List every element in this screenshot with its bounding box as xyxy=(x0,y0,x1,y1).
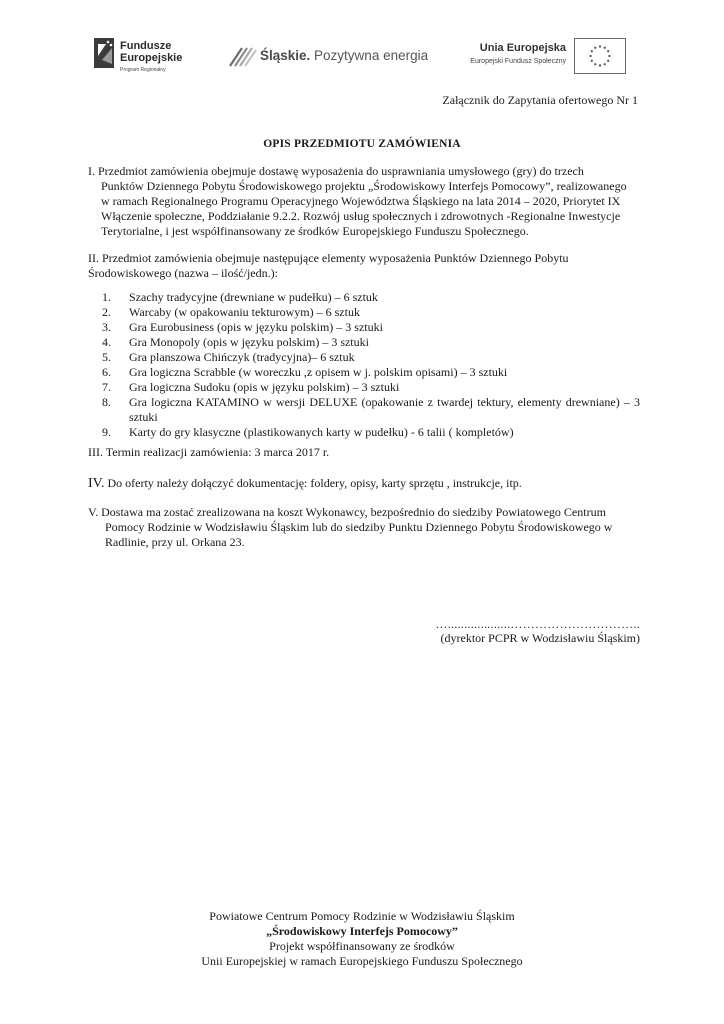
footer-line2: „Środowiskowy Interfejs Pomocowy” xyxy=(266,924,458,938)
list-item-number: 1. xyxy=(102,290,111,304)
fe-line1: Fundusze xyxy=(120,40,172,52)
list-item xyxy=(102,320,640,335)
fundusze-europejskie-logo xyxy=(94,34,214,86)
list-item xyxy=(102,290,640,305)
list-item-text: Gra planszowa Chińczyk (tradycyjna)– 6 sztuk xyxy=(129,350,355,364)
section-5-line3: Radlinie, przy ul. Orkana 23. xyxy=(105,535,245,549)
section-4-number: IV. xyxy=(88,476,105,491)
section-2 xyxy=(88,251,640,281)
list-item-number: 5. xyxy=(102,350,111,364)
fundusze-europejskie-mark-icon xyxy=(94,34,116,72)
attachment-note: Załącznik do Zapytania ofertowego Nr 1 xyxy=(442,93,638,107)
footer-line4: Unii Europejskiej w ramach Europejskiego Funduszu Społecznego xyxy=(201,954,523,968)
footer xyxy=(0,909,724,969)
slaskie-slogan: Pozytywna energia xyxy=(310,48,429,63)
section-4 xyxy=(88,476,640,491)
list-item-text: Gra Monopoly (opis w języku polskim) – 3 sztuki xyxy=(129,335,369,349)
document-title: OPIS PRZEDMIOTU ZAMÓWIENIA xyxy=(263,138,461,150)
section-4-text: Do oferty należy dołączyć dokumentację: foldery, opisy, karty sprzętu , instrukcje, itp. xyxy=(104,476,522,490)
list-item-text: Gra Eurobusiness (opis w języku polskim) – 3 sztuki xyxy=(129,320,383,334)
signature-caption: (dyrektor PCPR w Wodzisławiu Śląskim) xyxy=(440,631,640,645)
unia-europejska-logo xyxy=(456,38,626,78)
list-item-number: 9. xyxy=(102,425,111,439)
list-item-text: Karty do gry klasyczne (plastikowanych karty w pudełku) - 6 talii ( kompletów) xyxy=(129,425,514,439)
signature-line: …...................………………………….. xyxy=(435,617,640,631)
section-2-line2: Środowiskowego (nazwa – ilość/jedn.): xyxy=(88,266,278,280)
list-item-text: Warcaby (w opakowaniu tekturowym) – 6 sztuk xyxy=(129,305,360,319)
section-5-line1: V. Dostawa ma zostać zrealizowana na koszt Wykonawcy, bezpośrednio do siedziby Powiatowego Centrum xyxy=(88,505,606,519)
section-1 xyxy=(88,164,640,239)
list-item xyxy=(102,395,640,425)
list-item xyxy=(102,365,640,380)
list-item-number: 8. xyxy=(102,395,111,409)
section-2-line1: II. Przedmiot zamówienia obejmuje następujące elementy wyposażenia Punktów Dziennego Pobytu xyxy=(88,251,569,265)
list-item-number: 6. xyxy=(102,365,111,379)
list-item-number: 2. xyxy=(102,305,111,319)
slaskie-swoosh-icon xyxy=(228,44,258,68)
section-1-line: Włączenie społeczne, Poddziałanie 9.2.2. Rozwój usług społecznych i zdrowotnych -Regionalne Inwestycje xyxy=(101,209,621,223)
list-item xyxy=(102,305,640,320)
section-5-line2: Pomocy Rodzinie w Wodzisławiu Śląskim lub do siedziby Punktu Dziennego Pobytu Środowiskowego w xyxy=(105,520,613,534)
eu-flag-icon xyxy=(574,38,626,74)
section-1-line: Punktów Dziennego Pobytu Środowiskowego projektu „Środowiskowy Interfejs Pomocowy”, realizowanego xyxy=(101,179,627,193)
list-item-text: Gra logiczna KATAMINO w wersji DELUXE (opakowanie z twardej tektury, elementy drewniane) – 3 sztuki xyxy=(129,395,640,424)
list-item-text: Szachy tradycyjne (drewniane w pudełku) – 6 sztuk xyxy=(129,290,378,304)
section-5 xyxy=(88,505,640,550)
footer-line1: Powiatowe Centrum Pomocy Rodzinie w Wodzisławiu Śląskim xyxy=(209,909,515,923)
section-3: III. Termin realizacji zamówienia: 3 marca 2017 r. xyxy=(88,445,330,459)
eu-line1: Unia Europejska xyxy=(479,42,566,54)
list-item-text: Gra logiczna Sudoku (opis w języku polskim) – 3 sztuki xyxy=(129,380,400,394)
slaskie-name: Śląskie. xyxy=(260,48,311,63)
list-item-text: Gra logiczna Scrabble (w woreczku ,z opisem w j. polskim opisami) – 3 sztuki xyxy=(129,365,508,379)
slaskie-text xyxy=(260,48,428,63)
section-1-line: Terytorialne, i jest współfinansowany ze środków Europejskiego Funduszu Społecznego. xyxy=(101,224,529,238)
fe-line3: Program Regionalny xyxy=(120,67,166,73)
fe-line2: Europejskie xyxy=(120,52,183,64)
list-item xyxy=(102,350,640,365)
list-item xyxy=(102,335,640,350)
section-1-line: w ramach Regionalnego Programu Operacyjnego Województwa Śląskiego na lata 2014 – 2020, Priorytet IX xyxy=(101,194,621,208)
equipment-list xyxy=(102,290,640,440)
list-item-number: 3. xyxy=(102,320,111,334)
list-item-number: 7. xyxy=(102,380,111,394)
list-item xyxy=(102,425,640,440)
section-1-line: I. Przedmiot zamówienia obejmuje dostawę wyposażenia do usprawniania umysłowego (gry) do trzech xyxy=(88,164,584,178)
eu-line2: Europejski Fundusz Społeczny xyxy=(470,58,566,65)
list-item xyxy=(102,380,640,395)
footer-line3: Projekt współfinansowany ze środków xyxy=(269,939,455,953)
list-item-number: 4. xyxy=(102,335,111,349)
logo-bar xyxy=(88,30,636,86)
